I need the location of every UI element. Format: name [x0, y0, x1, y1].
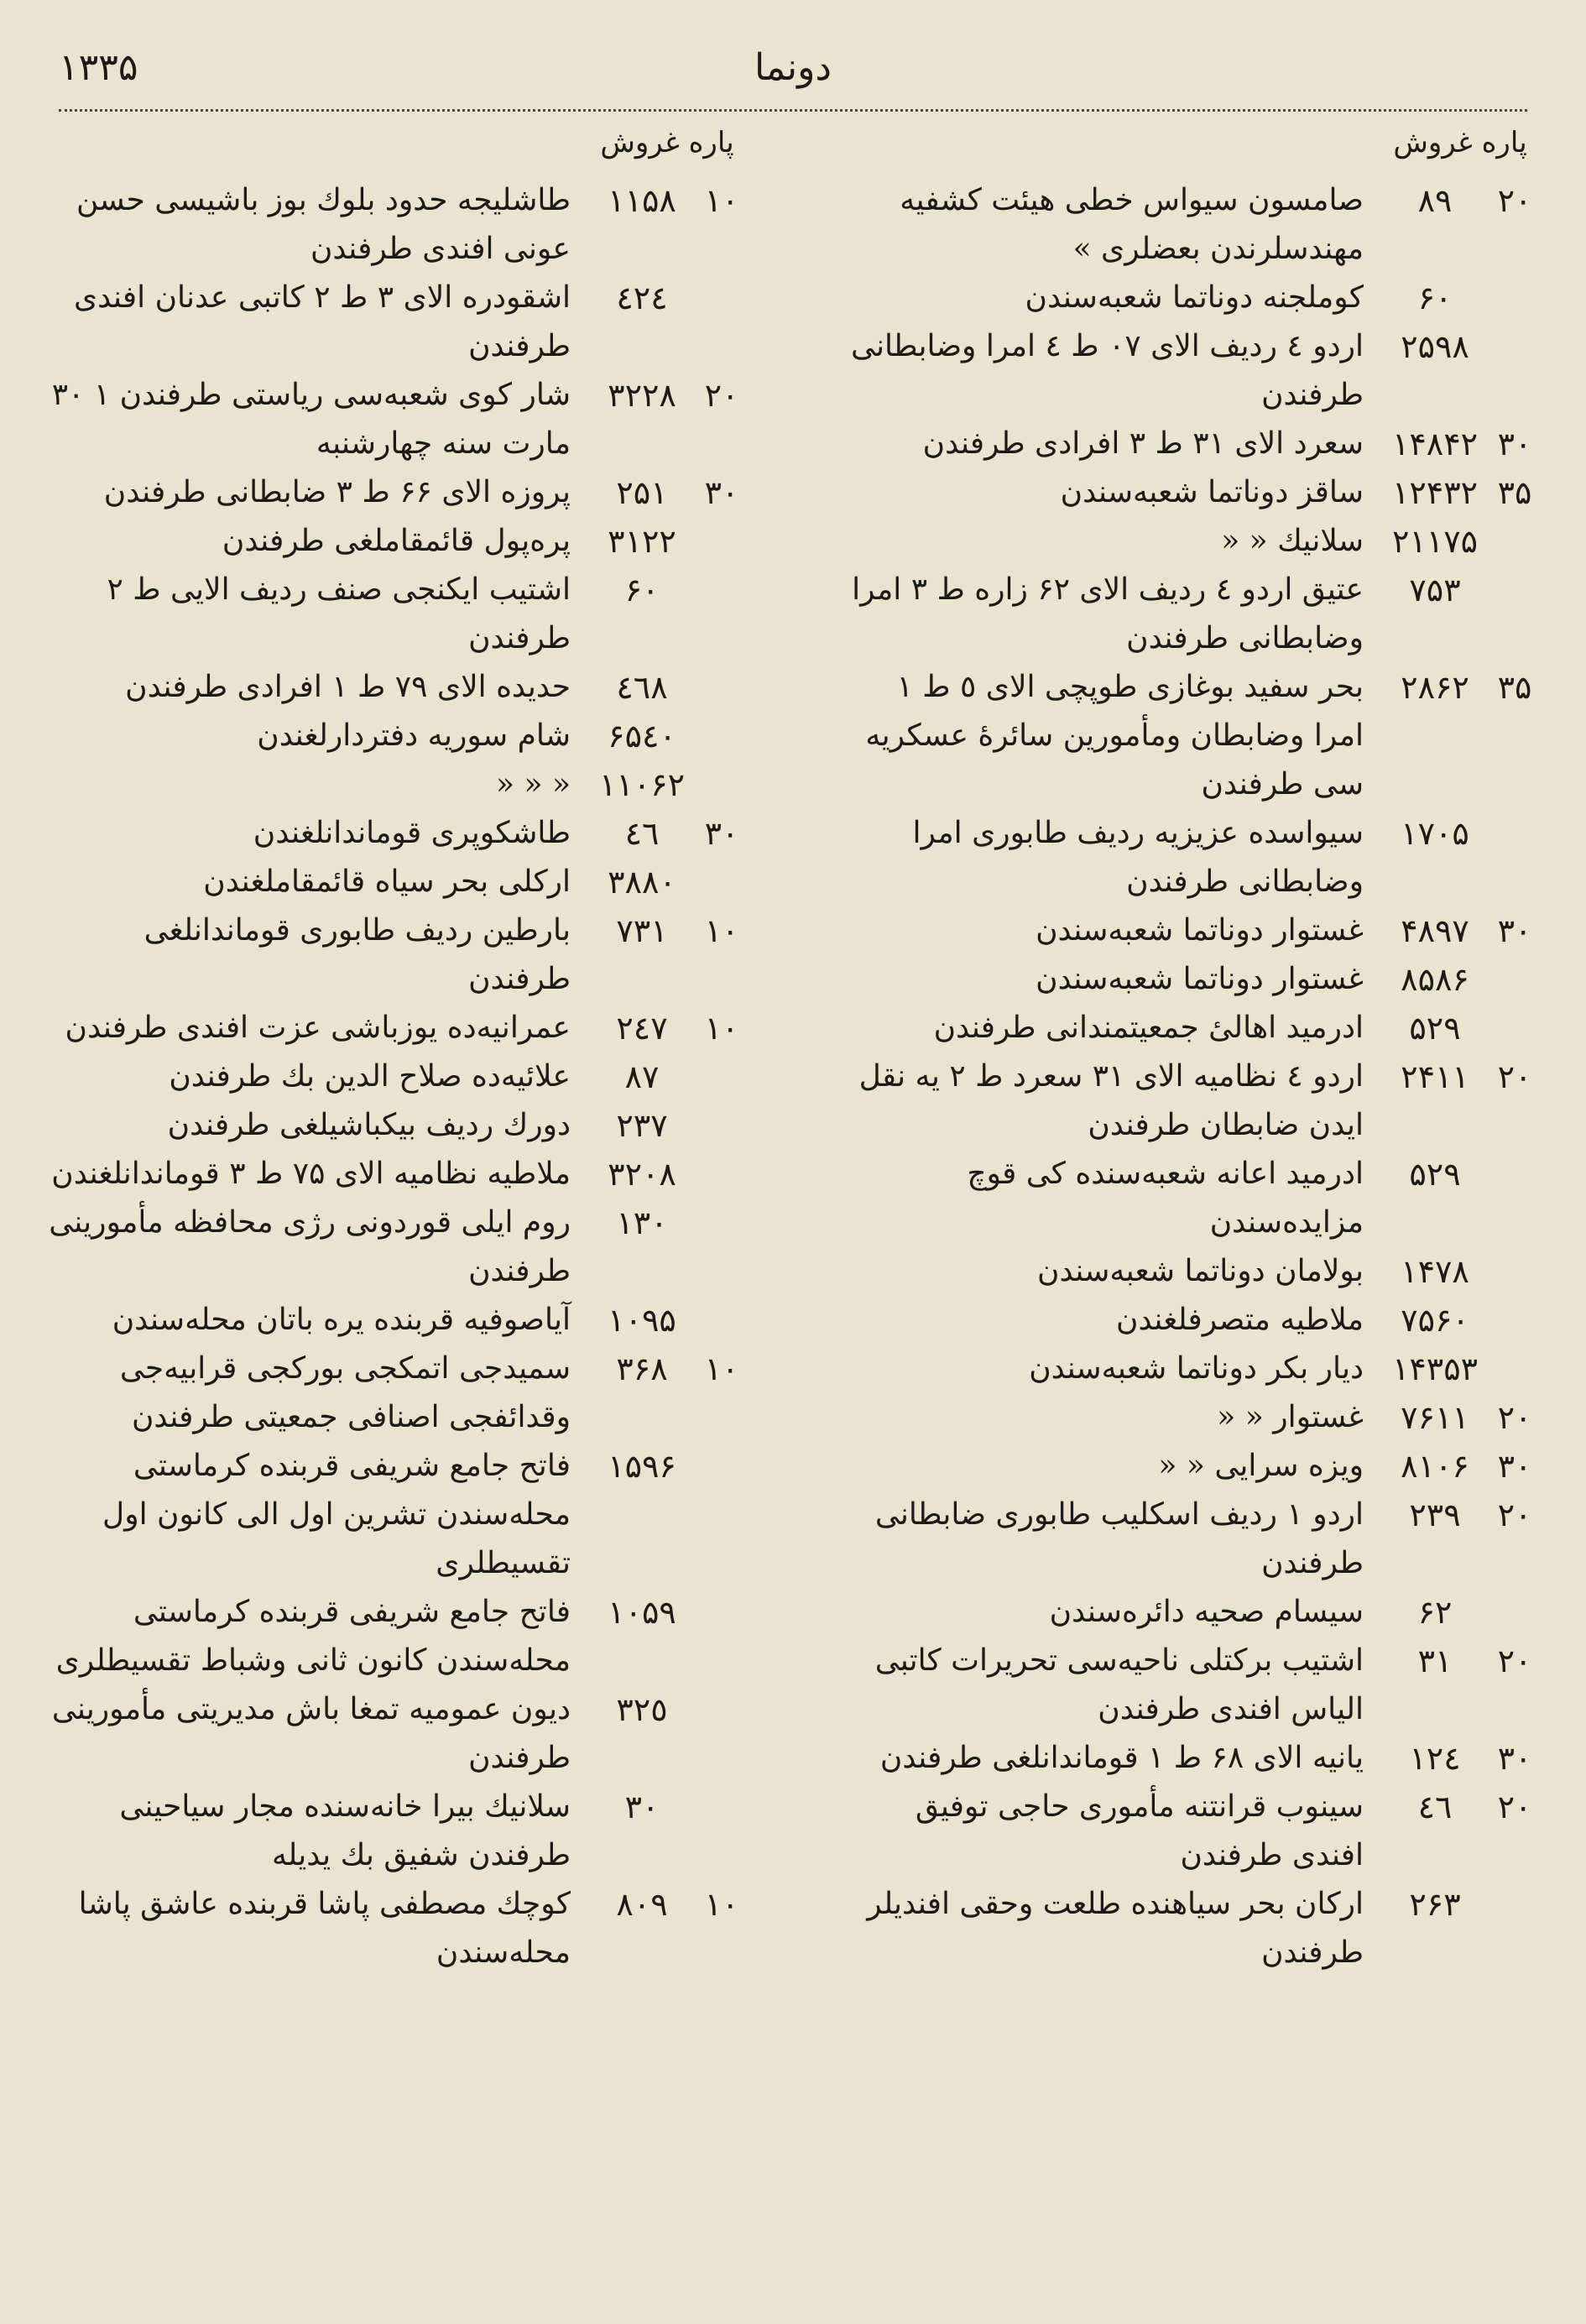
- donation-entry: [46, 517, 747, 566]
- column-heading: [839, 126, 1540, 176]
- left-column: [46, 126, 747, 2291]
- donor-description: فاتح جامع شریفی قربنده کرماستی محله‌سندن تشرین اول الی کانون اول تقسیطلری: [102, 1449, 571, 1580]
- donor-description: دورك ردیف بیکباشیلغی طرفندن: [167, 1108, 571, 1142]
- donor-description: غستوار « «: [1217, 1400, 1364, 1434]
- ghurush-amount: ۱۱۵۸: [608, 182, 676, 219]
- para-amount: ۱۰: [704, 1350, 739, 1387]
- currency-heading: پاره غروش: [600, 126, 734, 159]
- donation-entry: [839, 1734, 1540, 1783]
- ghurush-amount: ٤٦: [624, 815, 660, 852]
- ghurush-amount: ٤٦٨: [616, 669, 668, 706]
- para-amount: ۱۰: [704, 912, 739, 949]
- donor-description: ویزه سرایی « «: [1158, 1449, 1364, 1483]
- donor-description: سیسام صحیه دائره‌سندن: [1049, 1595, 1364, 1629]
- donation-entry: [839, 1296, 1540, 1345]
- donation-entry: [46, 1345, 747, 1442]
- para-amount: ۱۰: [704, 1010, 739, 1047]
- donor-description: اشتیب برکتلی ناحیه‌سی تحریرات كاتبی الیاس افندی طرفندن: [874, 1643, 1364, 1726]
- donation-entry: [839, 906, 1540, 955]
- donor-description: صامسون سیواس خطی هیئت کشفیه مهندسلرندن بعضلری »: [900, 183, 1364, 266]
- para-amount: ۳۰: [704, 815, 739, 852]
- ghurush-amount: ۲۱۱۷۵: [1391, 523, 1479, 560]
- donation-entry: [839, 1004, 1540, 1052]
- para-amount: ۳۵: [1497, 474, 1532, 511]
- donation-entry: [46, 1442, 747, 1588]
- ghurush-amount: ۲۴۱۱: [1401, 1058, 1469, 1095]
- donor-description: پره‌پول قائمقاملغی طرفندن: [222, 524, 571, 558]
- ghurush-amount: ۳۸۸۰: [608, 864, 676, 901]
- donor-description: سلانیك « «: [1221, 524, 1364, 558]
- donation-entry: [46, 1880, 747, 1977]
- donor-description: دیار بکر دوناتما شعبه‌سندن: [1029, 1351, 1364, 1386]
- donor-description: یانیه الای ۶۸ ط ۱ قوماندانلغی طرفندن: [879, 1741, 1364, 1775]
- donation-entry: [839, 1783, 1540, 1880]
- donation-entry: [46, 566, 747, 663]
- ghurush-amount: ۲۵۹۸: [1401, 328, 1469, 365]
- ghurush-amount: ۳۲٥: [616, 1691, 668, 1728]
- ghurush-amount: ۳۰: [624, 1789, 660, 1825]
- donation-entry: [46, 371, 747, 468]
- ghurush-amount: ٤٢٤: [616, 279, 668, 316]
- donation-entry: [46, 1296, 747, 1345]
- para-amount: ۲۰: [1497, 1642, 1532, 1679]
- donation-entry: [46, 1199, 747, 1296]
- ghurush-amount: ۸۰۹: [616, 1886, 668, 1923]
- donation-entry: [839, 176, 1540, 274]
- ghurush-amount: ۳۶۸: [616, 1350, 668, 1387]
- donation-entry: [839, 468, 1540, 517]
- ghurush-amount: ۷۵۶۰: [1401, 1302, 1469, 1339]
- ghurush-amount: ۶۵٤۰: [608, 718, 676, 755]
- donation-entry: [839, 1345, 1540, 1393]
- donor-description: اشتیب ایکنجی صنف ردیف الایی ط ۲ طرفندن: [107, 572, 571, 655]
- ghurush-amount: ۱۴۳۵۳: [1391, 1350, 1479, 1387]
- para-amount: ۲۰: [1497, 1496, 1532, 1533]
- donation-entry: [46, 1685, 747, 1783]
- donor-description: سمیدجی اتمكجی بورکجی قرابیه‌جی وقدائفجی اصنافی جمعیتی طرفندن: [119, 1351, 571, 1434]
- ghurush-amount: ٤٦: [1417, 1789, 1453, 1825]
- donor-description: علائیه‌ده صلاح الدین بك طرفندن: [169, 1059, 571, 1094]
- donation-entry: [46, 712, 747, 760]
- para-amount: ۱۰: [704, 182, 739, 219]
- donor-description: پروزه الای ۶۶ ط ۳ ضابطانی طرفندن: [103, 475, 571, 509]
- ghurush-amount: ۱۷۰۵: [1401, 815, 1469, 852]
- donation-entry: [46, 1783, 747, 1880]
- donation-entry: [46, 663, 747, 712]
- para-amount: ۲۰: [1497, 182, 1532, 219]
- donation-entry: [46, 760, 747, 809]
- donation-entry: [46, 809, 747, 858]
- entry-list: [839, 176, 1540, 1977]
- donor-description: شام سوریه دفتردارلغندن: [257, 718, 571, 753]
- donor-description: عمرانیه‌ده یوزباشی عزت افندی طرفندن: [65, 1011, 571, 1045]
- donor-description: کوملجنه دوناتما شعبه‌سندن: [1025, 280, 1364, 315]
- donation-entry: [839, 1052, 1540, 1150]
- donation-entry: [839, 809, 1540, 906]
- para-amount: ۲۰: [1497, 1789, 1532, 1825]
- ghurush-amount: ۶۲: [1417, 1594, 1453, 1631]
- para-amount: ۳۰: [704, 474, 739, 511]
- donor-description: بحر سفید بوغازی طوپچی الای ٥ ط ۱ امرا وضابطان ومأمورین سائرهٔ عسکریه سی طرفندن: [865, 670, 1364, 802]
- ghurush-amount: ۸۷: [624, 1058, 660, 1095]
- donation-entry: [839, 1393, 1540, 1442]
- currency-heading: پاره غروش: [1393, 126, 1527, 159]
- header-dotted-rule: [59, 109, 1527, 112]
- entry-list: [46, 176, 747, 1977]
- donation-entry: [839, 1637, 1540, 1734]
- donor-description: ارکلی بحر سیاه قائمقاملغندن: [203, 864, 571, 899]
- donor-description: غستوار دوناتما شعبه‌سندن: [1036, 913, 1364, 948]
- ghurush-amount: ۷۶۱۱: [1401, 1399, 1469, 1436]
- ghurush-amount: ۳۱۲۲: [608, 523, 676, 560]
- donor-description: اردو ٤ ردیف الای ۰۷ ط ٤ امرا وضابطانی طرفندن: [850, 329, 1364, 412]
- donation-entry: [839, 517, 1540, 566]
- ghurush-amount: ۲۳۷: [616, 1107, 668, 1144]
- ghurush-amount: ۱۲٤: [1409, 1740, 1461, 1777]
- donation-entry: [839, 1247, 1540, 1296]
- ghurush-amount: ۵۲۹: [1409, 1010, 1461, 1047]
- ghurush-amount: ۲۸۶۲: [1401, 669, 1469, 706]
- donation-entry: [839, 1150, 1540, 1247]
- para-amount: ۳۰: [1497, 1740, 1532, 1777]
- donation-entry: [839, 1880, 1540, 1977]
- donation-entry: [46, 274, 747, 371]
- ghurush-amount: ۲۵۱: [616, 474, 668, 511]
- donor-description: بارطین ردیف طابوری قوماندانلغی طرفندن: [143, 913, 571, 996]
- donation-entry: [46, 1004, 747, 1052]
- ghurush-amount: ۲۶۳: [1409, 1886, 1461, 1923]
- ghurush-amount: ۳۲۲۸: [608, 377, 676, 414]
- donor-description: آیاصوفیه قربنده یره باتان محله‌سندن: [112, 1303, 571, 1337]
- donor-description: غستوار دوناتما شعبه‌سندن: [1036, 962, 1364, 996]
- donor-description: طاشکوپری قوماندانلغندن: [253, 816, 571, 850]
- ghurush-amount: ۶۰: [624, 572, 660, 608]
- donor-description: سعرد الای ۳۱ ط ۳ افرادی طرفندن: [922, 426, 1364, 461]
- donation-entry: [46, 906, 747, 1004]
- ghurush-amount: ۸۱۰۶: [1401, 1448, 1469, 1485]
- para-amount: ۱۰: [704, 1886, 739, 1923]
- donation-entry: [839, 322, 1540, 420]
- donor-description: روم ایلی قوردونی رژی محافظه مأمورینی طرفندن: [49, 1205, 571, 1288]
- ghurush-amount: ۲۳۹: [1409, 1496, 1461, 1533]
- ghurush-amount: ۱۲۴۳۲: [1391, 474, 1479, 511]
- ghurush-amount: ۸۹: [1417, 182, 1453, 219]
- donation-entry: [839, 1588, 1540, 1637]
- para-amount: ۳۰: [1497, 426, 1532, 462]
- ghurush-amount: ۲٤۷: [616, 1010, 668, 1047]
- donor-description: عتیق اردو ٤ ردیف الای ۶۲ زاره ط ۳ امرا وضابطانی طرفندن: [852, 572, 1364, 655]
- donation-entry: [46, 1150, 747, 1199]
- ghurush-amount: ۳۲۰۸: [608, 1156, 676, 1193]
- donation-entry: [46, 468, 747, 517]
- ghurush-amount: ۱۴۸۴۲: [1391, 426, 1479, 462]
- ghurush-amount: ۱۵۹۶: [608, 1448, 676, 1485]
- donor-description: ساقز دوناتما شعبه‌سندن: [1060, 475, 1364, 509]
- donation-entry: [839, 420, 1540, 468]
- donation-entry: [839, 955, 1540, 1004]
- ghurush-amount: ۵۲۹: [1409, 1156, 1461, 1193]
- donor-description: سینوب قرانتنه مأموری حاجی توفیق افندی طرفندن: [915, 1789, 1364, 1872]
- donor-description: بولامان دوناتما شعبه‌سندن: [1037, 1254, 1364, 1288]
- ghurush-amount: ۱۴۷۸: [1401, 1253, 1469, 1290]
- ghurush-amount: ۱۳۰: [616, 1204, 668, 1241]
- right-column: [839, 126, 1540, 2291]
- donor-description: ارکان بحر سیاهنده طلعت وحقی افندیلر طرفندن: [867, 1887, 1364, 1970]
- para-amount: ۳۰: [1497, 912, 1532, 949]
- para-amount: ۲۰: [1497, 1399, 1532, 1436]
- donor-description: « « «: [496, 767, 571, 802]
- donor-description: ملاطیه نظامیه الای ۷۵ ط ۳ قوماندانلغندن: [51, 1157, 571, 1191]
- ghurush-amount: ۱۰۹۵: [608, 1302, 676, 1339]
- donor-description: شار کوی شعبه‌سی ریاستی طرفندن ۱ ۳۰ مارت سنه چهارشنبه: [51, 378, 571, 461]
- page-header: [59, 46, 1527, 105]
- ghurush-amount: ۷۵۳: [1409, 572, 1461, 608]
- donor-description: دیون عمومیه تمغا باش مدیریتی مأمورینی طرفندن: [51, 1692, 571, 1775]
- donation-entry: [46, 1052, 747, 1101]
- donor-description: ملاطیه متصرفلغندن: [1116, 1303, 1364, 1337]
- ghurush-amount: ۴۸۹۷: [1401, 912, 1469, 949]
- donation-entry: [46, 858, 747, 906]
- para-amount: ۳۵: [1497, 669, 1532, 706]
- ghurush-amount: ۱۱۰۶۲: [598, 766, 686, 803]
- donation-entry: [839, 663, 1540, 809]
- para-amount: ۲۰: [1497, 1058, 1532, 1095]
- donation-entry: [839, 274, 1540, 322]
- donation-entry: [46, 1588, 747, 1685]
- ghurush-amount: ۱۰۵۹: [608, 1594, 676, 1631]
- donation-entry: [839, 1442, 1540, 1491]
- donor-description: حدیده الای ۷۹ ط ۱ افرادی طرفندن: [125, 670, 571, 704]
- donor-description: ادرمید اهالیٔ جمعیتمندانی طرفندن: [933, 1011, 1364, 1045]
- donor-description: سلانیك بیرا خانه‌سنده مجار سیاحینی طرفندن شفیق بك یدیله: [119, 1789, 571, 1872]
- donation-entry: [839, 1491, 1540, 1588]
- ghurush-amount: ۶۰: [1417, 279, 1453, 316]
- para-amount: ۲۰: [704, 377, 739, 414]
- donor-description: کوچك مصطفی پاشا قربنده عاشق پاشا محله‌سندن: [78, 1887, 571, 1970]
- donor-description: ادرمید اعانه شعبه‌سنده کی قوچ مزایده‌سندن: [967, 1157, 1364, 1240]
- donor-description: طاشلیجه حدود بلوك بوز باشیسی حسن عونی افندی طرفندن: [76, 183, 571, 266]
- column-heading: [46, 126, 747, 176]
- running-title: دونما: [754, 46, 832, 89]
- donation-entry: [46, 176, 747, 274]
- donation-entry: [839, 566, 1540, 663]
- donor-description: اردو ۱ ردیف اسكلیب طابوری ضابطانی طرفندن: [874, 1497, 1364, 1580]
- donor-description: سیواسده عزیزیه ردیف طابوری امرا وضابطانی طرفندن: [912, 816, 1364, 899]
- ghurush-amount: ۸۵۸۶: [1401, 961, 1469, 998]
- ghurush-amount: ۷۳۱: [616, 912, 668, 949]
- donation-entry: [46, 1101, 747, 1150]
- para-amount: ۳۰: [1497, 1448, 1532, 1485]
- page-number: ۱۳۳۵: [59, 46, 138, 89]
- donor-description: اردو ٤ نظامیه الای ۳۱ سعرد ط ۲ یه نقل ایدن ضابطان طرفندن: [858, 1059, 1364, 1142]
- ghurush-amount: ۳۱: [1417, 1642, 1453, 1679]
- donor-description: فاتح جامع شریفی قربنده کرماستی محله‌سندن کانون ثانی وشباط تقسیطلری: [55, 1595, 571, 1678]
- donor-description: اشقودره الای ۳ ط ۲ كاتبی عدنان افندی طرفندن: [73, 280, 571, 363]
